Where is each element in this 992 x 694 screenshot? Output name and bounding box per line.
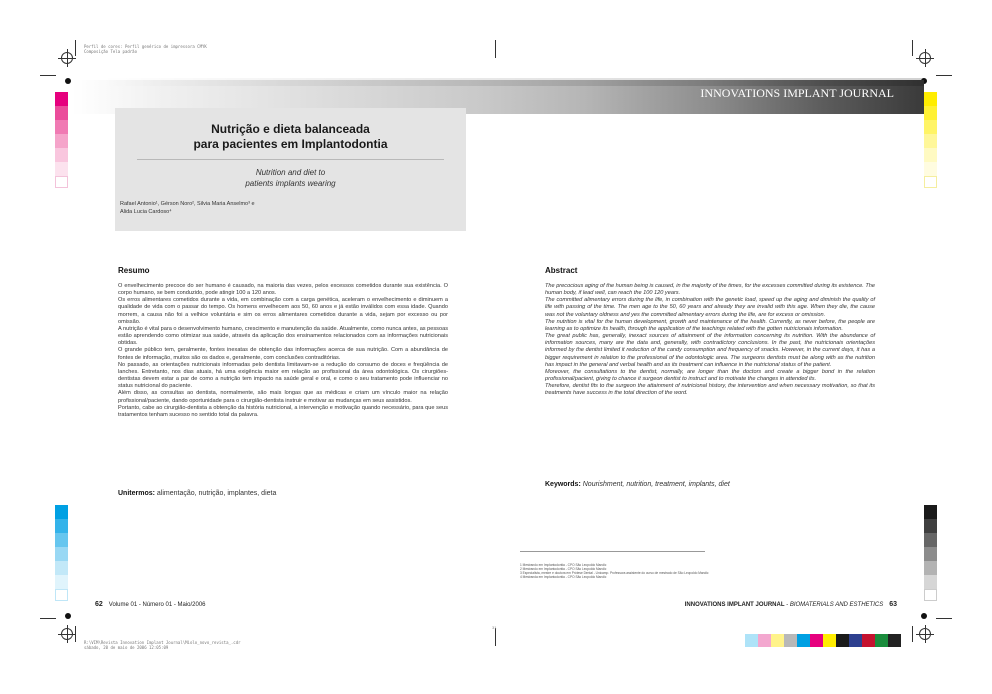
color-patch-magenta [55, 162, 68, 176]
folio-right [685, 601, 897, 608]
print-slug-top [84, 44, 207, 54]
footnote: 4 Mestranda em Implantodontia - CPO São Leopoldo Mandic [520, 575, 607, 579]
color-strip-patch [862, 634, 875, 647]
article-title-english [115, 167, 466, 189]
page-number: 63 [889, 601, 897, 608]
abstract-paragraph: The committed alimentary errors during the life, in combination with the genetic load, speed up the aging and diminish the quality of life with passing of the time. The men age to the 50, 60 years and already they are invalid with this age. When they die, the cause was not the voluntary oldness and yes the committed alimentary errors during the life, are for excess or omission. [545, 297, 875, 318]
slug-line: Composição Tela padrão [84, 49, 137, 54]
page-number: 62 [95, 601, 103, 608]
crop-mark [40, 75, 56, 76]
crop-mark [912, 40, 913, 56]
footnote: 2 Mestrando em Implantodontia - CPO São Leopoldo Mandic [520, 567, 607, 571]
footnote: 3 Especialista, mestre e doutora em Prótese Dental - Unicamp. Professora assistente do curso de mestrado de São Leopoldo Mandic [520, 571, 709, 575]
crop-mark [40, 618, 56, 619]
keywords-label: Keywords: [545, 481, 581, 488]
color-patch-black [924, 519, 937, 533]
article-title-line: Nutrição e dieta balanceada [211, 122, 370, 136]
color-patch-black [924, 505, 937, 519]
crop-mark [912, 626, 913, 642]
abstract-paragraph: The great public has, generally, inexact sources of attainment of the information concerning its nutrition. With the abundance of information sources, many are the data and, generally, with contradictory conclusions. In the past, the nutricionais orientações informed by the dentist limited it reduction of the candy consumption and frequency of snacks. However, in the current days, it has a bigger requirement in relation to the professional of the odontologic area. The surgeons dentists must be along with as the nutrition has impact in the general and verbal health and as its treatment can influence in the nutricional status of the patient. [545, 333, 875, 368]
resumo-paragraph: Além disso, as consultas ao dentista, normalmente, são mais longas que as médicas e criam um vínculo maior na relação profissional/paciente, dando oportunidade para o cirurgião-dentista instruir e motivar as mudanças em seus assistidos. [118, 390, 448, 404]
journal-logo: INNOVATIONS IMPLANT JOURNAL [700, 86, 894, 100]
abstract-heading: Abstract [545, 266, 578, 275]
color-patch-magenta [55, 92, 68, 106]
resumo-heading: Resumo [118, 266, 150, 275]
color-patch-black [924, 575, 937, 589]
folio-left [95, 601, 206, 608]
color-strip-patch [810, 634, 823, 647]
color-patch-cyan [55, 561, 68, 575]
color-strip-patch [823, 634, 836, 647]
color-patch-cyan [55, 575, 68, 589]
author-line: Alida Lucia Cardoso⁴ [120, 209, 172, 215]
abstract-paragraph: The precocious aging of the human being is caused, in the majority of the times, for the excesses committed during its existence. The human body, if lead well, can reach the 100 120 years. [545, 283, 875, 297]
color-strip-patch [875, 634, 888, 647]
header-band-shadow [100, 78, 924, 86]
center-sheet-number: 31 [492, 625, 497, 630]
registration-mark-icon [61, 628, 73, 640]
slug-line: sábado, 20 de maio de 2006 12:05:09 [84, 645, 169, 650]
resumo-paragraph: No passado, as orientações nutricionais informadas pelo dentista limitavam-se a redução do consumo de doces e freqüência de lanches. Entretanto, nos dias atuais, há uma exigência maior em relação ao profissional da área odontológica. Os cirurgiões-dentistas devem estar a par de como a nutrição tem impacto na saúde geral e oral, e como o seu tratamento pode influenciar no status nutricional do paciente. [118, 361, 448, 390]
footnotes [520, 563, 709, 579]
resumo-paragraph: A nutrição é vital para o desenvolvimento humano, crescimento e manutenção da saúde. Atualmente, como nunca antes, as pessoas estão aprendendo como otimizar sua saúde, através da aplicação dos ensinamentos relacionados com as informações nutricionais obtidas. [118, 325, 448, 347]
color-patch-black [924, 547, 937, 561]
slug-line: Perfil de cores: Perfil genérico de impressora CMYK [84, 44, 207, 49]
abstract-paragraph: Moreover, the consultations to the dentist, normally, are longer than the doctors and create a bigger bond in the relation profissional/pacient, giving to chance it surgeon dentist to instruct and to motivate the changes in attended its. [545, 368, 875, 383]
resumo-body [118, 283, 448, 419]
color-patch-magenta [55, 148, 68, 162]
article-title [115, 122, 466, 152]
color-patch-cyan [55, 533, 68, 547]
color-strip-patch [797, 634, 810, 647]
article-title-line: para pacientes em Implantodontia [193, 137, 388, 151]
title-divider [137, 159, 444, 160]
color-strip-patch [784, 634, 797, 647]
keywords-label: Unitermos: [118, 490, 155, 497]
color-patch-yellow [924, 92, 937, 106]
color-patch-cyan [55, 505, 68, 519]
journal-name: INNOVATIONS IMPLANT JOURNAL [684, 602, 785, 608]
color-patch-yellow [924, 162, 937, 176]
color-patch-magenta [55, 134, 68, 148]
footnote-divider [520, 551, 705, 552]
color-patch-magenta [55, 176, 68, 188]
journal-subtitle: - BIOMATERIALS AND ESTHETICS [784, 602, 884, 608]
print-slug-bottom [84, 640, 241, 650]
issue-info: Volume 01 - Número 01 - Maio/2006 [108, 602, 206, 608]
color-strip-patch [745, 634, 758, 647]
abstract-paragraph: Therefore, dentist fits to the surgeon the attainment of nutricional history, the intervention and when necessary motivation, so that its treatments have success in the total direction of the word. [545, 383, 875, 397]
english-title-line: Nutrition and diet to [255, 168, 326, 177]
color-patch-cyan [55, 547, 68, 561]
resumo-keywords [118, 490, 276, 497]
color-patch-cyan [55, 589, 68, 601]
english-title-line: patients implants wearing [245, 179, 336, 188]
registration-mark-icon [61, 52, 73, 64]
crop-mark [936, 75, 952, 76]
color-patch-yellow [924, 134, 937, 148]
abstract-paragraph: The nutrition is vital for the human development, growth and maintenance of the health. Currently, as never before, the people are learning as to optimize its health, through the application of the teachings related with the gotten nutricionais information. [545, 318, 875, 332]
slug-line: R:\VIM\Revista Innovation Implant Journal\Miolo_novo_revista_.cdr [84, 640, 241, 645]
color-patch-yellow [924, 106, 937, 120]
color-patch-black [924, 561, 937, 575]
registration-mark-icon [919, 628, 931, 640]
color-strip-patch [888, 634, 901, 647]
footnote: 1 Mestrando em Implantodontia - CPO São Leopoldo Mandic [520, 563, 607, 567]
resumo-paragraph: Portanto, cabe ao cirurgião-dentista a obtenção da história nutricional, a intervenção e motivação quando necessário, para que seus tratamentos tenham sucesso no sentido total da palavra. [118, 404, 448, 418]
color-strip-patch [771, 634, 784, 647]
color-strip-patch [849, 634, 862, 647]
color-patch-magenta [55, 106, 68, 120]
keywords-value: alimentação, nutrição, implantes, dieta [154, 490, 277, 497]
registration-dot-icon [65, 78, 71, 84]
resumo-paragraph: O grande público tem, geralmente, fontes inexatas de obtenção das informações acerca de sua nutrição. Com a abundância de fontes de informação, muitos são os dados e, geralmente, com conclusões contraditórias. [118, 347, 448, 361]
color-patch-cyan [55, 519, 68, 533]
author-line: Rafael Antonio¹, Gérson Noro², Silvia Maria Anselmo³ e [120, 201, 255, 207]
resumo-paragraph: Os erros alimentares cometidos durante a vida, em combinação com a carga genética, aceleram o envelhecimento e diminuem a qualidade de vida com o passar do tempo. Os homens envelhecem aos 50, 60 anos e já estão inválidos com essa idade. Quando morrem, a causa não foi a velhice voluntária e sim os erros alimentares cometidos durante a vida, sejam por excesso ou por omissão. [118, 297, 448, 325]
crop-mark [495, 628, 496, 646]
color-patch-yellow [924, 120, 937, 134]
color-strip-patch [758, 634, 771, 647]
registration-dot-icon [65, 613, 71, 619]
color-patch-black [924, 589, 937, 601]
abstract-keywords [545, 481, 730, 488]
color-patch-magenta [55, 120, 68, 134]
crop-mark [495, 40, 496, 58]
registration-dot-icon [921, 613, 927, 619]
abstract-body [545, 283, 875, 398]
color-patch-yellow [924, 176, 937, 188]
author-list [120, 200, 460, 216]
color-patch-black [924, 533, 937, 547]
article-title-box [115, 108, 466, 231]
color-strip-patch [836, 634, 849, 647]
crop-mark [936, 618, 952, 619]
keywords-value: Nourishment, nutrition, treatment, implants, diet [580, 481, 730, 488]
color-patch-yellow [924, 148, 937, 162]
registration-mark-icon [919, 52, 931, 64]
crop-mark [75, 40, 76, 56]
resumo-paragraph: O envelhecimento precoce do ser humano é causado, na maioria das vezes, pelos excessos cometidos durante sua existência. O corpo humano, se bem conduzido, pode atingir 100 a 120 anos. [118, 283, 448, 297]
